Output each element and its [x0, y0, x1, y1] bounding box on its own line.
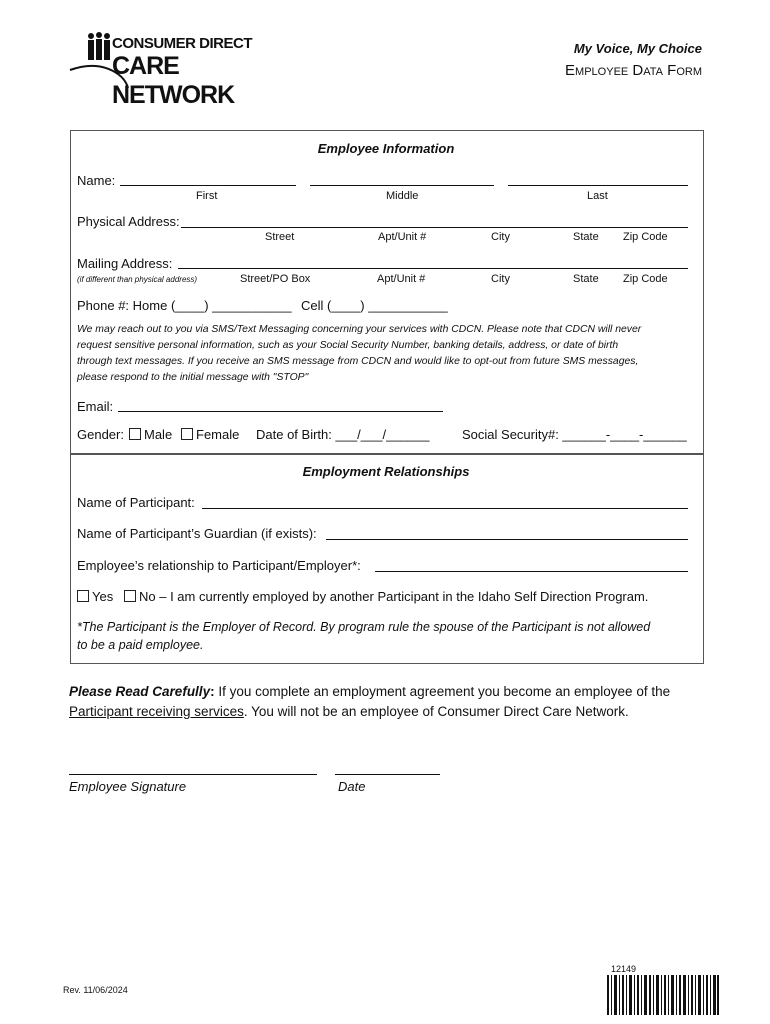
barcode-icon [607, 975, 719, 1015]
female-checkbox[interactable] [181, 428, 193, 440]
mailing-street-caption: Street/PO Box [240, 273, 311, 285]
sms-notice-line-4: please respond to the initial message with "STOP" [77, 372, 309, 383]
last-name-field[interactable] [508, 185, 688, 186]
mailing-note: (if different than physical address) [77, 275, 198, 284]
email-field[interactable] [118, 411, 443, 412]
female-label: Female [196, 427, 240, 442]
date-field[interactable] [335, 774, 440, 775]
sms-notice-line-3: through text messages. If you receive an SMS message from CDCN and would like to opt-out from future SMS messages, [77, 356, 639, 367]
sms-notice-line-2: request sensitive personal information, such as your Social Security Number, banking details, address, or date of birth [77, 340, 619, 351]
signature-label: Employee Signature [69, 779, 187, 794]
last-caption: Last [587, 190, 608, 202]
employee-info-heading: Employee Information [317, 141, 455, 156]
yes-checkbox[interactable] [77, 590, 89, 602]
logo-swoosh-icon [68, 52, 138, 92]
mailing-zip-caption: Zip Code [623, 273, 668, 285]
phone-cell-field[interactable]: Cell (____) ___________ [301, 298, 448, 313]
read-carefully-lead: Please Read Carefully [69, 684, 211, 699]
form-number: 12149 [611, 964, 637, 974]
male-label: Male [144, 427, 173, 442]
physical-apt-caption: Apt/Unit # [378, 231, 427, 243]
date-of-birth-field[interactable]: Date of Birth: ___/___/______ [256, 427, 430, 442]
read-carefully-line-2 [69, 704, 629, 719]
physical-city-caption: City [491, 231, 510, 243]
physical-zip-caption: Zip Code [623, 231, 668, 243]
employee-signature-field[interactable] [69, 774, 317, 775]
male-checkbox[interactable] [129, 428, 141, 440]
read-carefully-text-1: If you complete an employment agreement you become an employee of the [214, 684, 671, 699]
mailing-address-field[interactable] [178, 268, 688, 269]
participant-services-text: Participant receiving services [69, 704, 244, 719]
physical-address-field[interactable] [181, 227, 688, 228]
no-option[interactable] [124, 589, 648, 604]
mailing-city-caption: City [491, 273, 510, 285]
guardian-name-field[interactable] [326, 539, 688, 540]
company-logo [68, 32, 258, 109]
middle-caption: Middle [386, 190, 419, 202]
logo-line-2: CARE NETWORK [112, 52, 235, 109]
read-carefully-line-1: Please Read Carefully: If you complete an employment agreement you become an employee of the [69, 684, 671, 699]
social-security-field[interactable]: Social Security#: ______-____-______ [462, 427, 687, 442]
physical-street-caption: Street [265, 231, 295, 243]
participant-label: Name of Participant: [77, 495, 195, 510]
no-checkbox[interactable] [124, 590, 136, 602]
relationship-field[interactable] [375, 571, 688, 572]
gender-female-option[interactable] [181, 427, 239, 442]
sms-notice-line-1: We may reach out to you via SMS/Text Messaging concerning your services with CDCN. Please note that CDCN will never [77, 324, 642, 335]
guardian-label: Name of Participant’s Guardian (if exists): [77, 526, 317, 541]
form-title: Employee Data Form [565, 62, 702, 79]
employer-note-line-1: *The Participant is the Employer of Record. By program rule the spouse of the Participant is not allowed [77, 620, 651, 634]
relationship-label: Employee’s relationship to Participant/Employer*: [77, 558, 361, 573]
phone-home-field[interactable]: Phone #: Home (____) ___________ [77, 298, 292, 313]
mailing-apt-caption: Apt/Unit # [377, 273, 426, 285]
employment-heading: Employment Relationships [302, 464, 470, 479]
tagline: My Voice, My Choice [573, 41, 702, 56]
first-caption: First [196, 190, 218, 202]
date-label: Date [338, 779, 366, 794]
middle-name-field[interactable] [310, 185, 494, 186]
mailing-address-label: Mailing Address: [77, 256, 173, 271]
yes-option[interactable] [77, 589, 113, 604]
name-label: Name: [77, 173, 116, 188]
participant-name-field[interactable] [202, 508, 688, 509]
yes-label: Yes [92, 589, 114, 604]
physical-address-label: Physical Address: [77, 214, 180, 229]
employer-note-line-2: to be a paid employee. [77, 638, 204, 652]
physical-state-caption: State [573, 231, 599, 243]
mailing-state-caption: State [573, 273, 599, 285]
no-label: No – I am currently employed by another Participant in the Idaho Self Direction Program. [139, 589, 649, 604]
first-name-field[interactable] [120, 185, 296, 186]
read-carefully-text-2: . You will not be an employee of Consumer Direct Care Network. [243, 704, 629, 719]
revision-date: Rev. 11/06/2024 [63, 985, 128, 995]
email-label: Email: [77, 399, 114, 414]
gender-male-option[interactable] [129, 427, 172, 442]
employee-info-section [70, 130, 704, 455]
gender-label: Gender: [77, 427, 124, 442]
logo-line-1: CONSUMER DIRECT [112, 35, 253, 52]
